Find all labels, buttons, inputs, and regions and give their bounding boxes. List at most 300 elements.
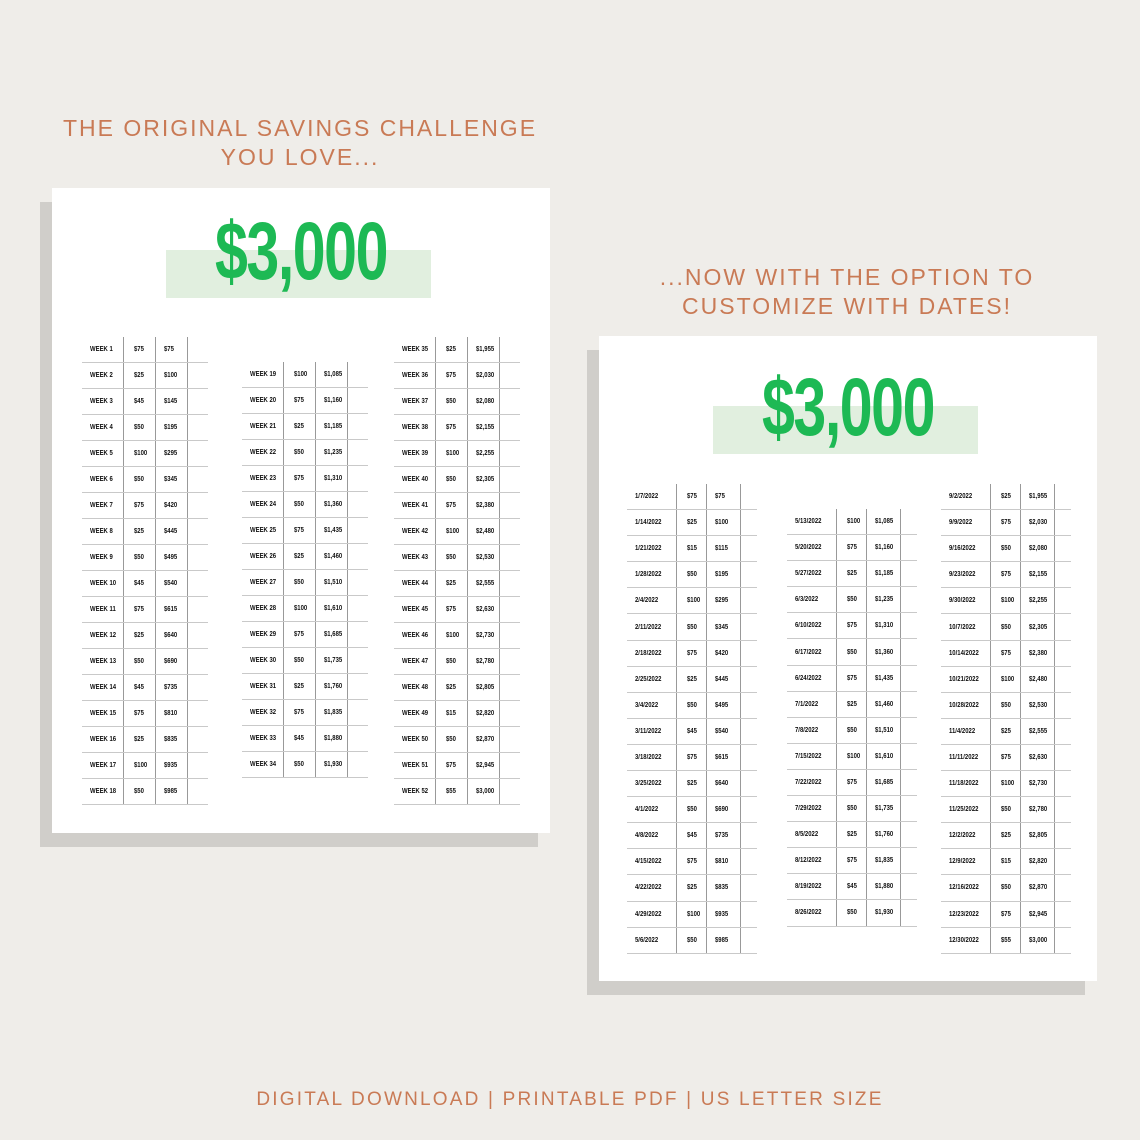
tracker-row	[394, 597, 520, 623]
tracker-row	[787, 796, 917, 822]
deposit-amount-cell	[124, 649, 156, 674]
period-label-cell	[941, 875, 991, 900]
running-total-cell	[867, 770, 901, 795]
tracker-row	[941, 771, 1071, 797]
period-label: 9/30/2022	[949, 597, 976, 605]
running-total-cell	[468, 571, 500, 596]
period-label-cell	[82, 727, 124, 752]
running-total: $2,530	[476, 554, 495, 561]
running-total-cell	[707, 693, 741, 718]
deposit-amount: $50	[134, 424, 144, 431]
deposit-amount-cell	[284, 700, 316, 725]
running-total: $1,955	[476, 346, 495, 353]
period-label: WEEK 17	[90, 762, 117, 769]
deposit-amount: $25	[1001, 832, 1011, 840]
running-total: $345	[715, 623, 729, 631]
running-total-cell	[468, 701, 500, 726]
running-total: $420	[715, 649, 729, 657]
tracker-row	[394, 727, 520, 753]
deposit-amount-cell	[124, 753, 156, 778]
deposit-amount: $50	[1001, 623, 1011, 631]
tracker-row	[941, 797, 1071, 823]
caption-line: CUSTOMIZE WITH DATES!	[682, 293, 1012, 319]
deposit-amount-cell	[991, 771, 1021, 796]
tracker-row	[627, 614, 757, 640]
running-total: $2,255	[1029, 597, 1048, 605]
period-label-cell	[82, 415, 124, 440]
deposit-amount: $100	[134, 762, 148, 769]
deposit-amount: $75	[446, 502, 456, 509]
deposit-amount: $100	[687, 597, 701, 605]
deposit-amount: $50	[1001, 884, 1011, 892]
tracker-row	[394, 415, 520, 441]
running-total-cell	[1021, 693, 1055, 718]
period-label-cell	[82, 623, 124, 648]
tracker-row	[82, 623, 208, 649]
period-label-cell	[627, 902, 677, 927]
running-total: $2,305	[1029, 623, 1048, 631]
running-total-cell	[316, 414, 348, 439]
period-label-cell	[627, 771, 677, 796]
deposit-amount: $50	[847, 596, 857, 604]
deposit-amount: $15	[687, 545, 697, 553]
period-label: WEEK 4	[90, 424, 113, 431]
deposit-amount-cell	[837, 666, 867, 691]
period-label-cell	[394, 571, 436, 596]
running-total: $2,080	[1029, 545, 1048, 553]
deposit-amount-cell	[436, 467, 468, 492]
deposit-amount-cell	[991, 745, 1021, 770]
deposit-amount-cell	[837, 613, 867, 638]
period-label: WEEK 6	[90, 476, 113, 483]
tracker-row	[394, 337, 520, 363]
running-total: $295	[164, 450, 178, 457]
running-total: $2,530	[1029, 701, 1048, 709]
deposit-amount: $50	[134, 788, 144, 795]
deposit-amount: $100	[1001, 780, 1015, 788]
period-label: 5/13/2022	[795, 518, 822, 526]
running-total: $2,870	[476, 736, 495, 743]
period-label-cell	[242, 466, 284, 491]
tracker-row	[394, 779, 520, 805]
period-label-cell	[627, 823, 677, 848]
running-total: $420	[164, 502, 178, 509]
period-label: WEEK 35	[402, 346, 429, 353]
deposit-amount: $75	[134, 606, 144, 613]
running-total-cell	[867, 744, 901, 769]
period-label-cell	[627, 797, 677, 822]
running-total-cell	[316, 622, 348, 647]
tracker-row	[242, 752, 368, 778]
period-label: WEEK 19	[250, 371, 277, 378]
period-label-cell	[394, 649, 436, 674]
deposit-amount: $100	[1001, 597, 1015, 605]
deposit-amount: $100	[134, 450, 148, 457]
period-label: WEEK 42	[402, 528, 429, 535]
tracker-row	[627, 875, 757, 901]
tracker-row	[82, 571, 208, 597]
tracker-row	[787, 900, 917, 926]
period-label-cell	[242, 648, 284, 673]
period-label: 6/10/2022	[795, 622, 822, 630]
period-label: WEEK 38	[402, 424, 429, 431]
period-label: 11/18/2022	[949, 780, 979, 788]
deposit-amount: $75	[687, 753, 697, 761]
running-total-cell	[867, 900, 901, 925]
deposit-amount-cell	[677, 823, 707, 848]
tracker-row	[242, 544, 368, 570]
deposit-amount: $25	[847, 570, 857, 578]
period-label: 5/6/2022	[635, 936, 659, 944]
period-label: 8/19/2022	[795, 883, 822, 891]
tracker-row	[242, 648, 368, 674]
running-total-cell	[468, 441, 500, 466]
period-label: 7/15/2022	[795, 752, 822, 760]
deposit-amount-cell	[991, 536, 1021, 561]
tracker-column-1	[627, 484, 757, 954]
running-total-cell	[707, 823, 741, 848]
running-total-cell	[707, 902, 741, 927]
running-total: $2,805	[1029, 832, 1048, 840]
deposit-amount: $100	[446, 632, 460, 639]
deposit-amount: $50	[446, 658, 456, 665]
period-label: 4/29/2022	[635, 910, 662, 918]
deposit-amount: $100	[1001, 675, 1015, 683]
period-label: WEEK 46	[402, 632, 429, 639]
period-label-cell	[242, 596, 284, 621]
deposit-amount-cell	[124, 493, 156, 518]
tracker-row	[627, 849, 757, 875]
running-total-cell	[867, 561, 901, 586]
tracker-row	[394, 389, 520, 415]
running-total: $2,805	[476, 684, 495, 691]
period-label: 4/8/2022	[635, 832, 659, 840]
deposit-amount: $25	[687, 675, 697, 683]
running-total: $2,945	[1029, 910, 1048, 918]
running-total-cell	[867, 718, 901, 743]
running-total: $810	[715, 858, 729, 866]
running-total: $1,685	[324, 631, 343, 638]
running-total: $835	[164, 736, 178, 743]
tracker-row	[941, 693, 1071, 719]
caption-with-dates	[587, 263, 1107, 321]
tracker-column-3	[941, 484, 1071, 954]
deposit-amount: $25	[134, 372, 144, 379]
deposit-amount: $50	[847, 726, 857, 734]
period-label-cell	[242, 622, 284, 647]
period-label: WEEK 25	[250, 527, 277, 534]
deposit-amount-cell	[284, 518, 316, 543]
tracker-row	[787, 666, 917, 692]
running-total: $1,510	[875, 726, 894, 734]
period-label: WEEK 13	[90, 658, 117, 665]
running-total: $2,480	[476, 528, 495, 535]
running-total: $2,945	[476, 762, 495, 769]
deposit-amount: $75	[1001, 753, 1011, 761]
period-label-cell	[941, 484, 991, 509]
running-total: $640	[164, 632, 178, 639]
running-total: $985	[715, 936, 729, 944]
period-label-cell	[82, 519, 124, 544]
running-total-cell	[707, 614, 741, 639]
running-total-cell	[156, 467, 188, 492]
running-total: $2,255	[476, 450, 495, 457]
tracker-row	[242, 362, 368, 388]
deposit-amount: $75	[294, 475, 304, 482]
period-label: 9/23/2022	[949, 571, 976, 579]
running-total-cell	[1021, 484, 1055, 509]
deposit-amount-cell	[837, 561, 867, 586]
period-label-cell	[394, 389, 436, 414]
deposit-amount: $75	[134, 710, 144, 717]
running-total-cell	[156, 571, 188, 596]
running-total-cell	[468, 493, 500, 518]
period-label-cell	[787, 900, 837, 925]
running-total-cell	[468, 753, 500, 778]
running-total: $1,735	[875, 805, 894, 813]
period-label-cell	[394, 493, 436, 518]
running-total: $1,310	[875, 622, 894, 630]
running-total-cell	[468, 649, 500, 674]
running-total-cell	[867, 822, 901, 847]
running-total: $2,730	[1029, 780, 1048, 788]
period-label: WEEK 24	[250, 501, 277, 508]
deposit-amount: $25	[294, 553, 304, 560]
running-total-cell	[468, 415, 500, 440]
period-label: WEEK 50	[402, 736, 429, 743]
period-label: 10/21/2022	[949, 675, 979, 683]
running-total-cell	[707, 849, 741, 874]
period-label-cell	[242, 414, 284, 439]
deposit-amount-cell	[991, 641, 1021, 666]
running-total-cell	[867, 796, 901, 821]
running-total-cell	[707, 562, 741, 587]
period-label-cell	[394, 779, 436, 804]
period-label: 8/26/2022	[795, 909, 822, 917]
deposit-amount-cell	[124, 519, 156, 544]
deposit-amount: $75	[687, 649, 697, 657]
tracker-row	[394, 363, 520, 389]
running-total-cell	[1021, 562, 1055, 587]
running-total-cell	[156, 727, 188, 752]
deposit-amount: $50	[134, 476, 144, 483]
period-label: WEEK 45	[402, 606, 429, 613]
deposit-amount: $50	[446, 554, 456, 561]
period-label: WEEK 39	[402, 450, 429, 457]
period-label: 6/3/2022	[795, 596, 819, 604]
running-total: $2,870	[1029, 884, 1048, 892]
running-total: $445	[164, 528, 178, 535]
deposit-amount-cell	[837, 535, 867, 560]
deposit-amount-cell	[284, 414, 316, 439]
tracker-row	[627, 693, 757, 719]
period-label-cell	[787, 692, 837, 717]
running-total-cell	[156, 415, 188, 440]
deposit-amount-cell	[991, 693, 1021, 718]
running-total-cell	[468, 363, 500, 388]
period-label-cell	[941, 719, 991, 744]
running-total: $2,555	[1029, 727, 1048, 735]
running-total: $2,630	[476, 606, 495, 613]
running-total: $100	[164, 372, 178, 379]
deposit-amount-cell	[677, 849, 707, 874]
tracker-row	[941, 667, 1071, 693]
running-total: $1,835	[324, 709, 343, 716]
deposit-amount: $50	[687, 936, 697, 944]
running-total-cell	[867, 666, 901, 691]
deposit-amount-cell	[436, 493, 468, 518]
running-total: $75	[164, 346, 174, 353]
running-total: $1,955	[1029, 493, 1048, 501]
running-total-cell	[156, 623, 188, 648]
running-total: $615	[715, 753, 729, 761]
deposit-amount: $25	[134, 736, 144, 743]
deposit-amount: $25	[1001, 493, 1011, 501]
period-label: 2/4/2022	[635, 597, 659, 605]
running-total-cell	[1021, 667, 1055, 692]
running-total-cell	[707, 719, 741, 744]
deposit-amount: $45	[687, 727, 697, 735]
period-label: WEEK 3	[90, 398, 113, 405]
deposit-amount: $45	[687, 832, 697, 840]
period-label: WEEK 18	[90, 788, 117, 795]
period-label: 6/17/2022	[795, 648, 822, 656]
running-total-cell	[867, 692, 901, 717]
deposit-amount-cell	[284, 726, 316, 751]
deposit-amount-cell	[284, 492, 316, 517]
running-total-cell	[707, 928, 741, 953]
period-label: WEEK 20	[250, 397, 277, 404]
deposit-amount: $25	[446, 684, 456, 691]
period-label: WEEK 41	[402, 502, 429, 509]
deposit-amount: $50	[687, 623, 697, 631]
period-label: WEEK 8	[90, 528, 113, 535]
tracker-row	[394, 571, 520, 597]
deposit-amount-cell	[837, 874, 867, 899]
period-label: WEEK 28	[250, 605, 277, 612]
deposit-amount-cell	[436, 675, 468, 700]
deposit-amount-cell	[991, 823, 1021, 848]
deposit-amount: $75	[847, 857, 857, 865]
tracker-row	[82, 493, 208, 519]
tracker-row	[941, 562, 1071, 588]
deposit-amount: $45	[294, 735, 304, 742]
running-total: $75	[715, 493, 725, 501]
running-total: $2,380	[1029, 649, 1048, 657]
running-total: $145	[164, 398, 178, 405]
tracker-row	[787, 874, 917, 900]
deposit-amount: $45	[134, 580, 144, 587]
running-total: $1,185	[875, 570, 894, 578]
running-total-cell	[1021, 510, 1055, 535]
deposit-amount-cell	[677, 719, 707, 744]
deposit-amount: $75	[294, 397, 304, 404]
deposit-amount: $25	[847, 831, 857, 839]
deposit-amount-cell	[837, 639, 867, 664]
running-total-cell	[156, 493, 188, 518]
tracker-row	[941, 641, 1071, 667]
deposit-amount: $50	[687, 806, 697, 814]
running-total-cell	[707, 536, 741, 561]
running-total: $295	[715, 597, 729, 605]
tracker-row	[394, 753, 520, 779]
period-label-cell	[394, 675, 436, 700]
tracker-row	[394, 441, 520, 467]
deposit-amount-cell	[677, 928, 707, 953]
period-label: WEEK 40	[402, 476, 429, 483]
deposit-amount-cell	[677, 771, 707, 796]
deposit-amount-cell	[124, 337, 156, 362]
running-total: $3,000	[1029, 936, 1048, 944]
running-total: $935	[715, 910, 729, 918]
tracker-row	[82, 675, 208, 701]
deposit-amount: $75	[294, 709, 304, 716]
tracker-row	[941, 902, 1071, 928]
caption-original-challenge	[40, 114, 560, 172]
running-total: $810	[164, 710, 178, 717]
tracker-row	[627, 484, 757, 510]
savings-goal-amount: $3,000	[215, 206, 387, 297]
deposit-amount: $50	[294, 579, 304, 586]
tracker-column-3	[394, 337, 520, 805]
running-total-cell	[316, 492, 348, 517]
tracker-row	[627, 719, 757, 745]
period-label-cell	[394, 623, 436, 648]
period-label-cell	[941, 745, 991, 770]
deposit-amount-cell	[124, 779, 156, 804]
running-total-cell	[867, 613, 901, 638]
deposit-amount-cell	[837, 587, 867, 612]
running-total: $1,460	[875, 700, 894, 708]
deposit-amount: $75	[1001, 649, 1011, 657]
tracker-row	[627, 641, 757, 667]
period-label-cell	[787, 822, 837, 847]
period-label-cell	[787, 613, 837, 638]
period-label: WEEK 26	[250, 553, 277, 560]
period-label-cell	[941, 693, 991, 718]
running-total-cell	[867, 874, 901, 899]
running-total-cell	[1021, 875, 1055, 900]
deposit-amount: $100	[446, 528, 460, 535]
period-label-cell	[394, 363, 436, 388]
deposit-amount: $45	[134, 684, 144, 691]
running-total-cell	[156, 701, 188, 726]
deposit-amount: $75	[294, 527, 304, 534]
tracker-row	[941, 588, 1071, 614]
period-label-cell	[82, 649, 124, 674]
deposit-amount-cell	[837, 692, 867, 717]
period-label: WEEK 5	[90, 450, 113, 457]
period-label-cell	[941, 902, 991, 927]
tracker-row	[82, 649, 208, 675]
deposit-amount: $75	[294, 631, 304, 638]
running-total: $1,310	[324, 475, 343, 482]
period-label: WEEK 12	[90, 632, 117, 639]
period-label-cell	[627, 536, 677, 561]
period-label-cell	[941, 614, 991, 639]
period-label: 2/18/2022	[635, 649, 662, 657]
deposit-amount-cell	[284, 440, 316, 465]
deposit-amount: $50	[847, 805, 857, 813]
period-label-cell	[242, 362, 284, 387]
tracker-row	[627, 536, 757, 562]
running-total: $1,185	[324, 423, 343, 430]
tracker-row	[242, 674, 368, 700]
tracker-row	[394, 545, 520, 571]
savings-goal-header	[599, 358, 1097, 458]
deposit-amount-cell	[284, 544, 316, 569]
running-total-cell	[1021, 823, 1055, 848]
